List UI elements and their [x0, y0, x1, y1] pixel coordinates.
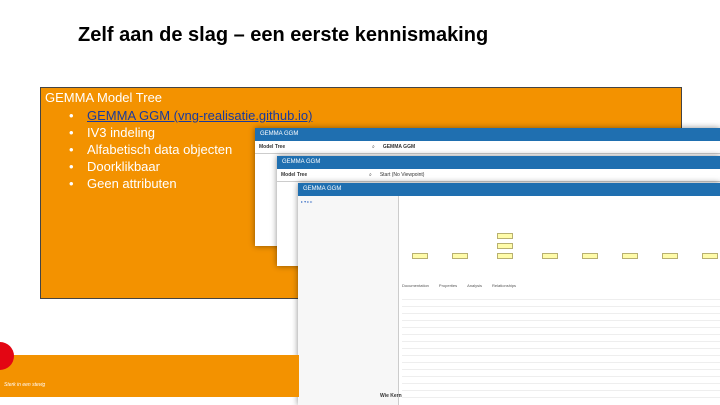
bullet-item: • Geen attributen	[87, 175, 312, 192]
search-icon[interactable]: ⌕	[372, 144, 375, 150]
tab-relationships[interactable]: Relationships	[492, 283, 517, 288]
view-label: GEMMA GGM	[382, 144, 416, 150]
bullet-item-ggm-link[interactable]	[87, 107, 312, 124]
search-icon[interactable]: ⌕	[369, 172, 372, 178]
table-row	[402, 370, 720, 377]
table-row	[402, 314, 720, 321]
diagram-node	[702, 253, 718, 259]
tree-pane-label: Model Tree	[281, 172, 308, 178]
diagram-node	[622, 253, 638, 259]
diagram-node	[497, 233, 513, 239]
screenshot-model-view	[298, 183, 720, 405]
table-row	[402, 335, 720, 342]
footer-tagline: Sterk in een stevig	[4, 382, 46, 388]
view-label: Start (No Viewpoint)	[379, 172, 425, 178]
app-header: GEMMA GGM	[277, 156, 720, 169]
footer-bar	[0, 355, 299, 397]
diagram-node	[497, 243, 513, 249]
app-header: GEMMA GGM	[298, 183, 720, 196]
table-row	[402, 293, 720, 300]
app-header: GEMMA GGM	[255, 128, 720, 141]
tab-documentation[interactable]: Documentation	[402, 283, 429, 288]
slide-title: Zelf aan de slag – een eerste kennismaking	[78, 24, 489, 46]
diagram-node	[582, 253, 598, 259]
diagram-node	[662, 253, 678, 259]
bullet-item: • IV3 indeling	[87, 124, 312, 141]
tab-bar	[402, 283, 516, 288]
table-row	[402, 363, 720, 370]
diagram-node	[497, 253, 513, 259]
bullet-item: • Doorklikbaar	[87, 158, 312, 175]
table-row	[402, 356, 720, 363]
table-row	[402, 384, 720, 391]
ggm-link[interactable]: GEMMA GGM (vng-realisatie.github.io)	[87, 108, 313, 123]
table-row	[402, 342, 720, 349]
table-row	[402, 300, 720, 307]
bullet-item: • Alfabetisch data objecten	[87, 141, 312, 158]
table-row	[402, 328, 720, 335]
table-row	[402, 321, 720, 328]
diagram-node	[412, 253, 428, 259]
tree-pane-label: Model Tree	[259, 144, 286, 150]
tab-properties[interactable]: Properties	[438, 283, 458, 288]
box-heading: GEMMA Model Tree	[45, 90, 163, 105]
table-row	[402, 377, 720, 384]
tab-analysis[interactable]: Analysis	[467, 283, 483, 288]
table-row	[402, 349, 720, 356]
table-row	[402, 307, 720, 314]
table-row	[402, 391, 720, 398]
detail-table	[402, 293, 720, 398]
footer-panel-label: Wie Kern	[380, 393, 402, 399]
diagram-node	[542, 253, 558, 259]
tree-pane	[298, 196, 399, 405]
diagram-area	[402, 223, 720, 283]
diagram-node	[452, 253, 468, 259]
tree-icon: ▸ ▾ ▸ ▸	[301, 199, 313, 204]
